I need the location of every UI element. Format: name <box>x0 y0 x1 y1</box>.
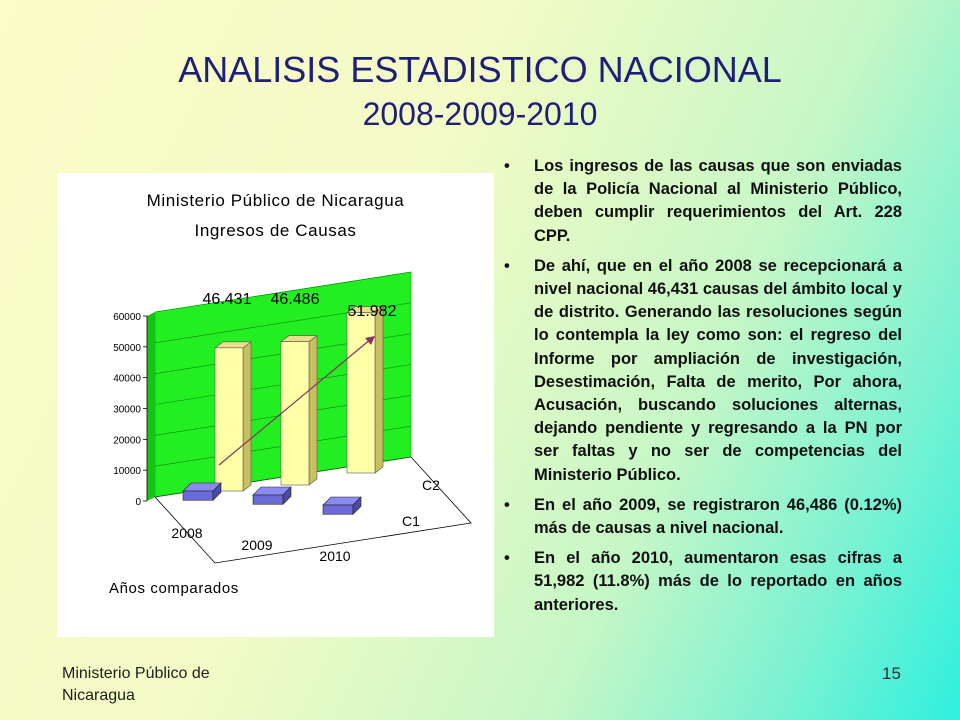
x-axis-label: Años comparados <box>109 580 239 597</box>
page-number: 15 <box>882 664 901 683</box>
bullet-dot: • <box>504 157 510 175</box>
bullet-text: De ahí, que en el año 2008 se recepcionará a nivel nacional 46,431 causas del ámbito local y de distrito. Generando las resoluciones según lo contempla la ley como son: el regreso del Informe por ampliación de investigación, Desestimación, Falta de merito, Por ahora, Acusación, buscando soluciones alternas, dejando pendiente y regresando a la PN por ser faltas y no ser de competencias del Ministerio Público. <box>534 256 902 484</box>
y-tick-label: 60000 <box>113 312 141 323</box>
bar-c2 <box>347 313 375 473</box>
bullet-item <box>498 494 902 540</box>
data-label: 51.982 <box>347 303 397 320</box>
chart-subtitle: Ingresos de Causas <box>194 221 357 240</box>
bar-c2-side <box>309 336 317 485</box>
title-line-1: ANALISIS ESTADISTICO NACIONAL <box>178 49 782 90</box>
bullet-text: En el año 2009, se registraron 46,486 (0.12%) más de causas a nivel nacional. <box>534 495 902 538</box>
title-line-2: 2008-2009-2010 <box>362 96 598 132</box>
chart-panel <box>57 173 494 637</box>
bar-c2-side <box>375 307 383 473</box>
chart-title: Ministerio Público de Nicaragua <box>146 191 405 210</box>
y-tick-label: 0 <box>135 497 141 508</box>
slide-title <box>0 48 960 136</box>
y-tick-label: 30000 <box>113 404 141 416</box>
chart-side-wall <box>147 312 155 501</box>
bar-c2 <box>281 342 309 485</box>
series-label-c2: C2 <box>422 477 440 493</box>
y-tick-label: 10000 <box>113 466 141 478</box>
bullet-item <box>498 155 902 248</box>
bullet-dot: • <box>504 549 510 568</box>
bullet-item <box>498 547 902 617</box>
y-tick-label: 20000 <box>113 435 141 447</box>
bullet-dot: • <box>504 256 510 275</box>
bullet-text: En el año 2010, aumentaron esas cifras a 51,982 (11.8%) más de lo reportado en años anteriores. <box>534 549 902 614</box>
x-tick-label: 2009 <box>241 537 273 553</box>
bar-c1 <box>323 505 353 514</box>
bar-c2-side <box>243 342 251 491</box>
x-tick-label: 2008 <box>171 525 203 541</box>
bullet-text: Los ingresos de las causas que son enviadas de la Policía Nacional al Ministerio Público, deben cumplir requerimientos del Art. 228 CPP. <box>534 157 902 245</box>
series-label-c1: C1 <box>402 513 420 529</box>
data-label: 46.486 <box>270 291 320 308</box>
bullet-item <box>498 255 902 487</box>
y-tick-label: 40000 <box>113 373 141 385</box>
footer-organization: Ministerio Público de Nicaragua <box>62 665 210 704</box>
bullet-dot: • <box>504 495 510 514</box>
x-tick-label: 2010 <box>319 548 351 564</box>
data-label: 46.431 <box>202 291 252 308</box>
bar-chart-3d <box>57 173 494 637</box>
y-tick-label: 50000 <box>113 342 141 354</box>
bullet-list <box>498 155 902 624</box>
bar-c2 <box>215 348 243 491</box>
bar-c1 <box>183 491 213 500</box>
bar-c1 <box>253 495 283 504</box>
